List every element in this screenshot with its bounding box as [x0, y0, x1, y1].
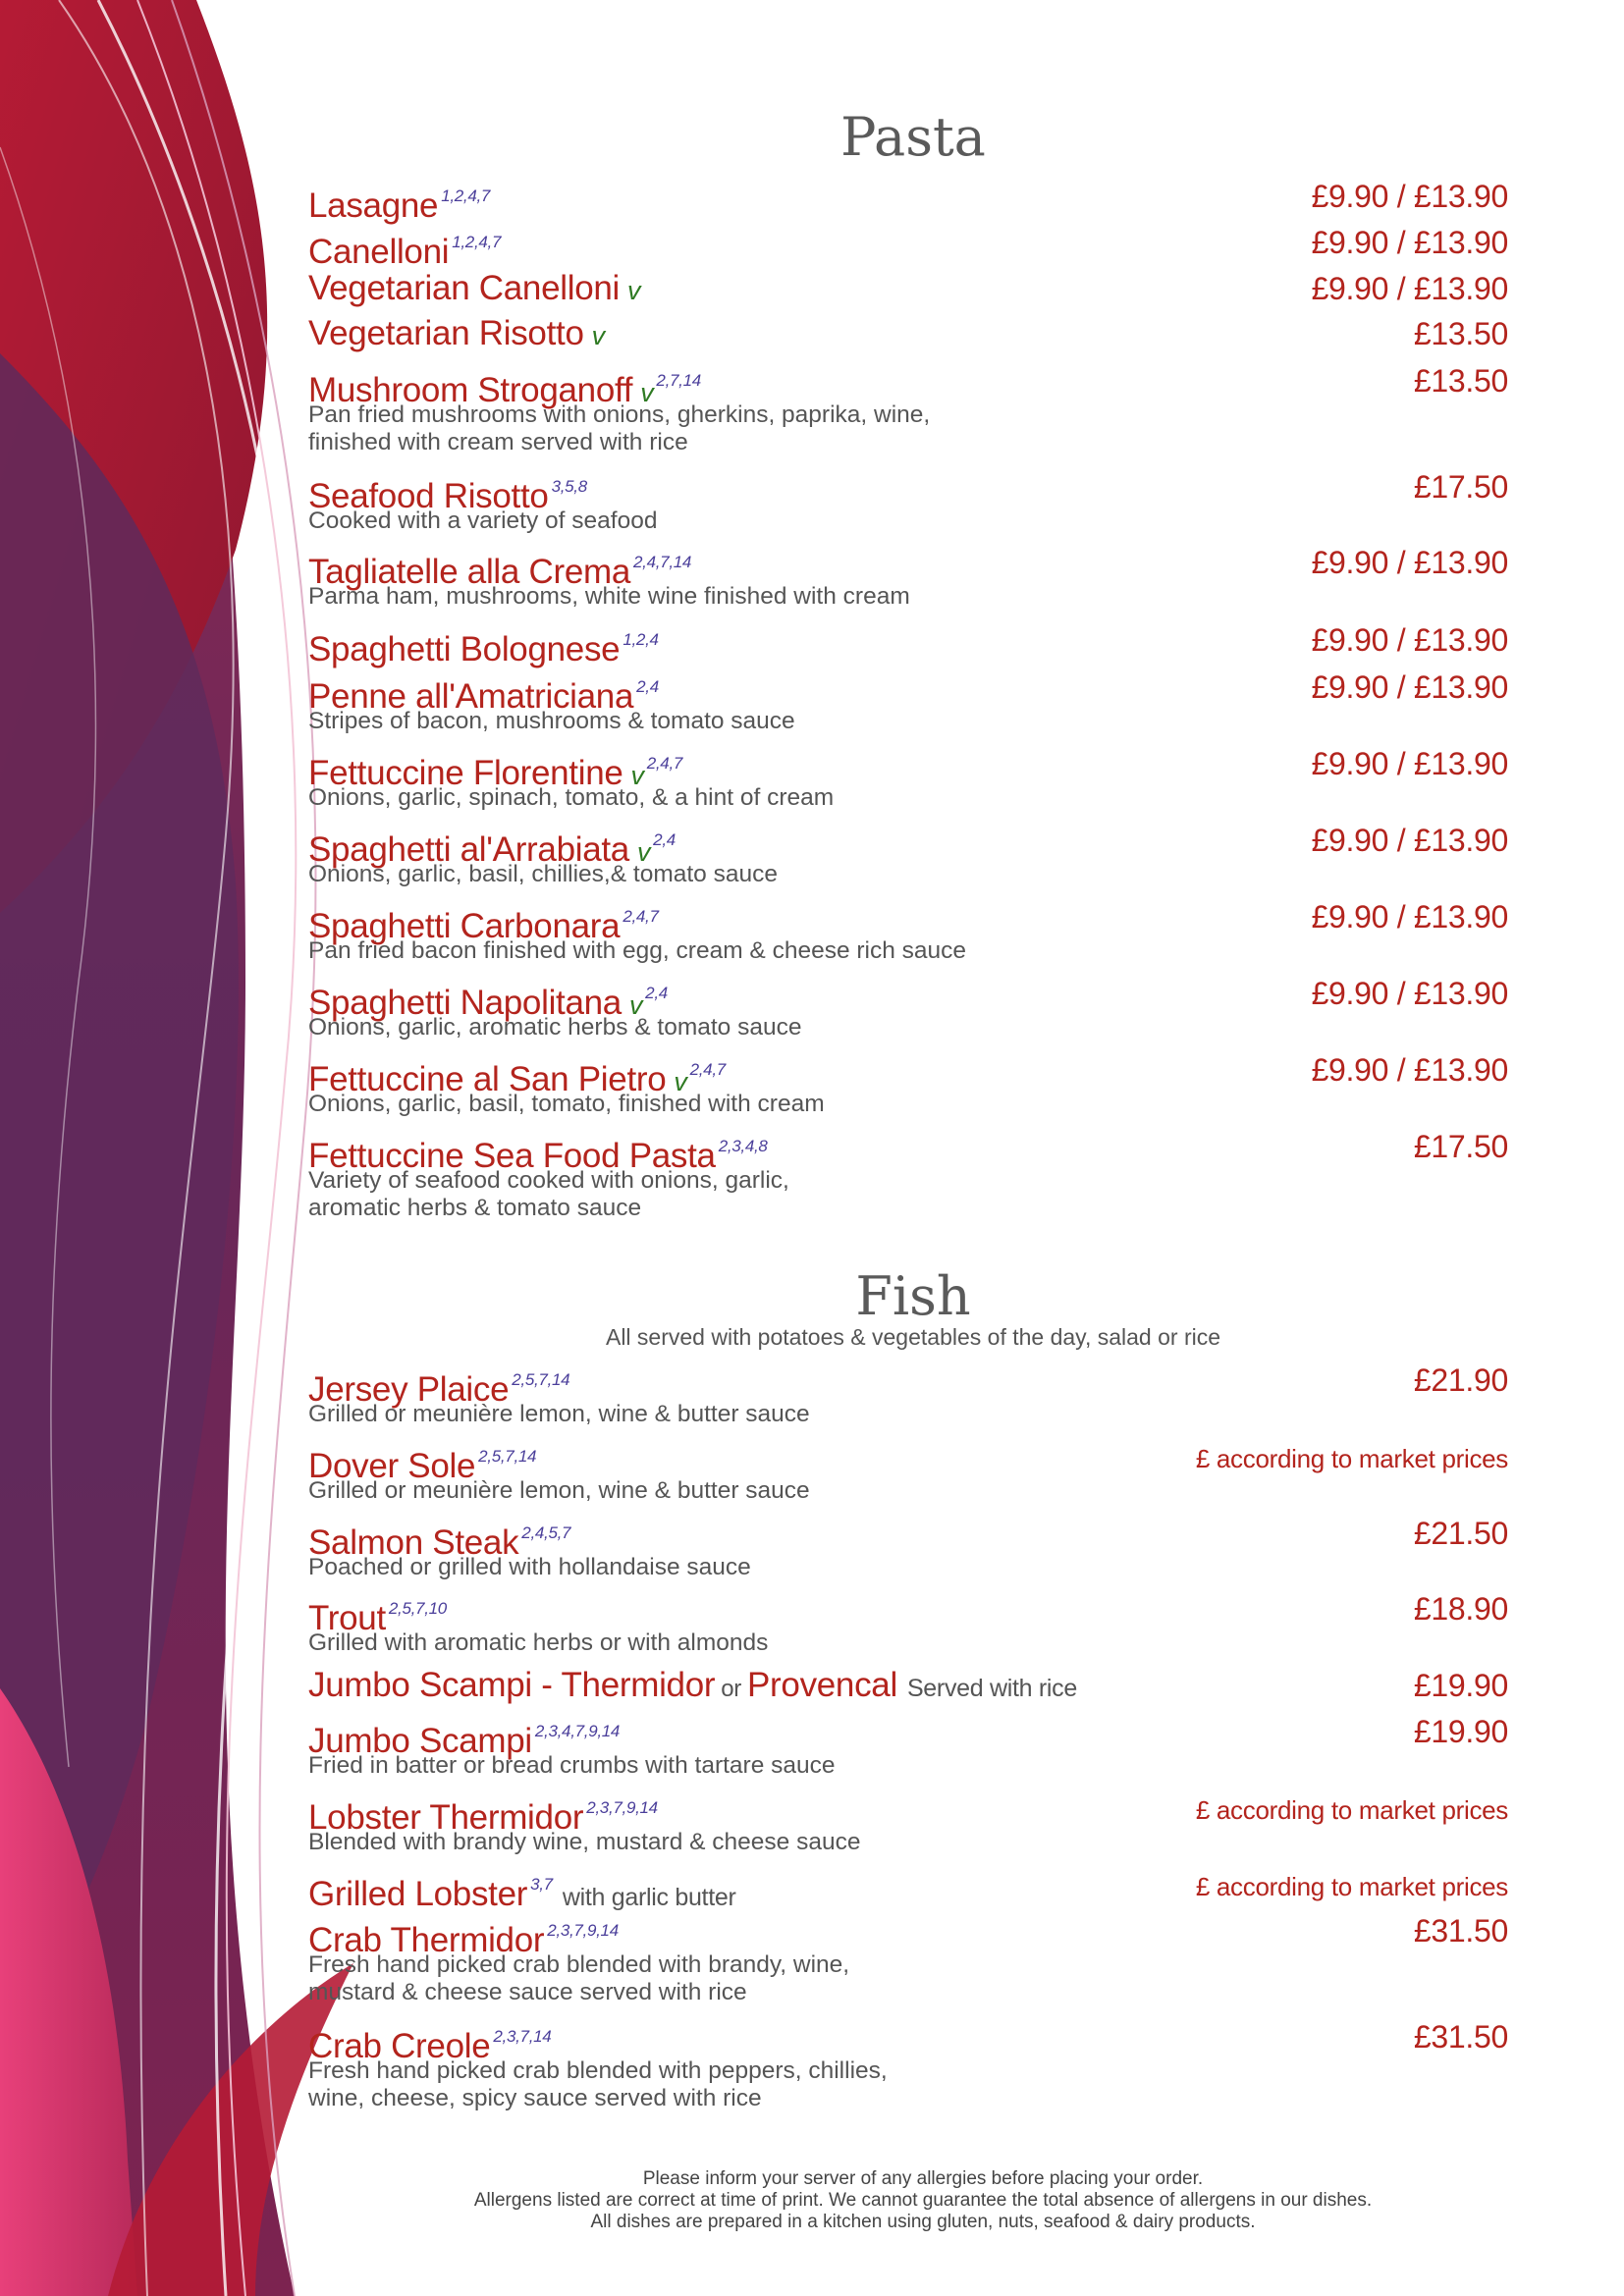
menu-item	[308, 819, 1508, 889]
allergen-codes: 2,3,4,7,9,14	[534, 1722, 621, 1740]
allergen-codes: 2,5,7,14	[512, 1370, 570, 1389]
allergen-codes: 1,2,4,7	[441, 187, 491, 205]
allergen-codes: 2,5,7,14	[478, 1447, 537, 1466]
menu-item-price: £9.90 / £13.90	[1311, 669, 1508, 705]
menu-item-inline-note: Served with rice	[906, 1675, 1077, 1702]
menu-item	[308, 541, 1508, 612]
menu-item-price: £9.90 / £13.90	[1311, 622, 1508, 658]
menu-item-heading	[308, 1587, 1508, 1640]
menu-item-price: £ according to market prices	[1195, 1872, 1508, 1901]
menu-item-price: £13.50	[1413, 316, 1508, 351]
menu-item-name-alt: Provencal	[747, 1666, 897, 1704]
vegetarian-marker: v	[628, 990, 643, 1020]
menu-item-description: Grilled or meunière lemon, wine & butter sauce	[308, 1401, 810, 1427]
footer-line: All dishes are prepared in a kitchen using gluten, nuts, seafood & dairy products.	[590, 2212, 1256, 2232]
vegetarian-marker: v	[630, 761, 644, 790]
menu-item-row	[308, 221, 1508, 271]
allergen-codes: 2,4,7	[623, 907, 659, 926]
menu-item-heading	[308, 1664, 1508, 1711]
menu-item-description: Onions, garlic, basil, tomato, finished with cream	[308, 1091, 825, 1117]
menu-item-row	[308, 1048, 1508, 1098]
menu-item	[308, 1048, 1508, 1119]
menu-item-name: Mushroom Stroganoff	[308, 371, 633, 409]
footer-line: Allergens listed are correct at time of print. We cannot guarantee the total absence of allergens in our dishes.	[473, 2190, 1373, 2211]
menu-item	[308, 618, 1508, 668]
menu-item-price: £31.50	[1413, 1913, 1508, 1949]
menu-item-name: Lasagne	[308, 187, 439, 225]
vegetarian-marker: v	[627, 276, 641, 305]
menu-item-row	[308, 465, 1508, 515]
menu-item	[308, 895, 1508, 966]
allergen-codes: 2,5,7,10	[388, 1599, 447, 1618]
vegetarian-marker: v	[636, 837, 651, 867]
menu-item	[308, 359, 1508, 457]
menu-item	[308, 221, 1508, 271]
menu-item-row	[308, 1863, 1508, 1913]
menu-item-row	[308, 1664, 1508, 1707]
menu-item-name: Jumbo Scampi	[308, 1722, 532, 1760]
allergen-codes: 2,3,7,9,14	[547, 1921, 619, 1940]
allergen-codes: 2,4,5,7	[521, 1523, 571, 1542]
menu-item-description: Grilled with aromatic herbs or with almonds	[308, 1629, 769, 1656]
menu-item-price: £31.50	[1413, 2019, 1508, 2055]
menu-item-price: £9.90 / £13.90	[1311, 976, 1508, 1011]
footer-line: Please inform your server of any allergies before placing your order.	[642, 2168, 1204, 2189]
menu-item-row	[308, 1125, 1508, 1175]
menu-item-price: £17.50	[1413, 469, 1508, 505]
vegetarian-marker: v	[591, 321, 605, 350]
menu-item-name: Spaghetti al'Arrabiata	[308, 830, 629, 869]
allergen-codes: 2,4	[636, 677, 659, 696]
menu-item-row	[308, 819, 1508, 869]
allergen-codes: 2,3,4,8	[718, 1137, 768, 1155]
menu-item-name: Seafood Risotto	[308, 477, 549, 515]
menu-item-heading	[308, 1710, 1508, 1763]
menu-item-name: Jumbo Scampi - Thermidor	[308, 1666, 716, 1704]
menu-item-description: Onions, garlic, basil, chillies,& tomato sauce	[308, 861, 778, 887]
menu-item-row	[308, 2015, 1508, 2065]
vegetarian-marker: v	[640, 378, 654, 407]
allergen-codes: 3,5,8	[551, 477, 587, 496]
menu-item-row	[308, 541, 1508, 591]
menu-item-heading	[308, 1359, 1508, 1412]
menu-item-name: Fettuccine Sea Food Pasta	[308, 1137, 716, 1175]
menu-item-name: Canelloni	[308, 233, 450, 271]
menu-item	[308, 972, 1508, 1042]
menu-item-price: £17.50	[1413, 1129, 1508, 1164]
menu-item-price: £9.90 / £13.90	[1311, 225, 1508, 260]
menu-item-row	[308, 1909, 1508, 1959]
menu-item-description: Variety of seafood cooked with onions, garlic,	[308, 1167, 789, 1194]
menu-item	[308, 1125, 1508, 1223]
menu-item-heading	[308, 1909, 1508, 1962]
section-title-pasta: Pasta	[840, 106, 986, 168]
menu-item-name: Grilled Lobster	[308, 1875, 528, 1913]
menu-item	[308, 1710, 1508, 1781]
allergen-codes: 2,4,7	[689, 1060, 726, 1079]
menu-item-description: Fresh hand picked crab blended with brandy, wine,	[308, 1951, 850, 1978]
menu-item-heading	[308, 312, 1508, 357]
allergen-codes: 3,7	[530, 1875, 553, 1894]
menu-item-name: Fettuccine al San Pietro	[308, 1060, 667, 1098]
menu-item-name: Spaghetti Napolitana	[308, 984, 622, 1022]
allergen-codes: 2,4	[645, 984, 668, 1002]
menu-item-price: £21.90	[1413, 1362, 1508, 1398]
menu-item-row	[308, 972, 1508, 1022]
allergen-codes: 1,2,4,7	[452, 233, 502, 251]
menu-item-heading	[308, 465, 1508, 518]
menu-item-heading	[308, 359, 1508, 414]
vegetarian-marker: v	[674, 1067, 687, 1096]
menu-item-row	[308, 359, 1508, 409]
menu-item-description: wine, cheese, spicy sauce served with rice	[308, 2085, 762, 2111]
menu-item-price: £19.90	[1413, 1714, 1508, 1749]
menu-item-price: £ according to market prices	[1195, 1795, 1508, 1825]
allergen-codes: 2,4,7	[646, 754, 683, 773]
menu-item-inline-note: with garlic butter	[562, 1884, 736, 1911]
menu-item-row	[308, 618, 1508, 668]
menu-item-price: £9.90 / £13.90	[1311, 179, 1508, 214]
menu-item	[308, 1587, 1508, 1658]
menu-item	[308, 2015, 1508, 2113]
allergy-footer	[334, 2168, 1512, 2233]
menu-item-name: Tagliatelle alla Crema	[308, 553, 631, 591]
menu-item-description: Onions, garlic, aromatic herbs & tomato sauce	[308, 1014, 802, 1041]
menu-item-price: £21.50	[1413, 1516, 1508, 1551]
menu-item-description: Poached or grilled with hollandaise sauce	[308, 1554, 751, 1580]
menu-item-description: Blended with brandy wine, mustard & cheese sauce	[308, 1829, 861, 1855]
menu-item	[308, 742, 1508, 813]
menu-item	[308, 1512, 1508, 1582]
menu-item-row	[308, 1710, 1508, 1760]
menu-item-name: Vegetarian Canelloni	[308, 269, 621, 307]
menu-item-price: £9.90 / £13.90	[1311, 271, 1508, 306]
menu-item-name: Dover Sole	[308, 1447, 476, 1485]
menu-item-description: Parma ham, mushrooms, white wine finished with cream	[308, 583, 910, 610]
menu-item	[308, 1909, 1508, 2007]
menu-item-price: £19.90	[1413, 1668, 1508, 1703]
menu-item-row	[308, 666, 1508, 716]
menu-item-name: Vegetarian Risotto	[308, 314, 584, 352]
menu-item-price: £ according to market prices	[1195, 1444, 1508, 1473]
section-title-fish: Fish	[855, 1265, 971, 1327]
allergen-codes: 2,3,7,14	[493, 2027, 552, 2046]
menu-item-price: £9.90 / £13.90	[1311, 545, 1508, 580]
menu-item	[308, 1359, 1508, 1429]
menu-item-name: Crab Creole	[308, 2027, 491, 2065]
menu-item-price: £9.90 / £13.90	[1311, 899, 1508, 934]
menu-item-row	[308, 1435, 1508, 1485]
menu-item-row	[308, 742, 1508, 792]
menu-item	[308, 175, 1508, 225]
menu-item-description: Pan fried mushrooms with onions, gherkins, paprika, wine,	[308, 401, 931, 428]
menu-item-price: £13.50	[1413, 363, 1508, 399]
menu-item	[308, 666, 1508, 736]
menu-item-heading	[308, 1125, 1508, 1178]
menu-item-description: Fresh hand picked crab blended with peppers, chillies,	[308, 2057, 888, 2084]
menu-item-description: Pan fried bacon finished with egg, cream & cheese rich sauce	[308, 937, 967, 964]
allergen-codes: 2,4	[653, 830, 676, 849]
menu-item-description: Grilled or meunière lemon, wine & butter sauce	[308, 1477, 810, 1504]
menu-item-price: £9.90 / £13.90	[1311, 823, 1508, 858]
menu-item	[308, 1435, 1508, 1506]
menu-item	[308, 1863, 1508, 1913]
menu-item-row	[308, 267, 1508, 310]
allergen-codes: 2,7,14	[656, 371, 701, 390]
menu-item-row	[308, 1359, 1508, 1409]
menu-item-description: Stripes of bacon, mushrooms & tomato sauce	[308, 708, 795, 734]
menu-item-name: Crab Thermidor	[308, 1921, 545, 1959]
menu-item-heading	[308, 1512, 1508, 1565]
menu-item-row	[308, 312, 1508, 355]
menu-item	[308, 1664, 1508, 1707]
menu-item-description: Fried in batter or bread crumbs with tartare sauce	[308, 1752, 836, 1779]
menu-item-name: Lobster Thermidor	[308, 1798, 584, 1837]
menu-item-name: Trout	[308, 1599, 386, 1637]
menu-item-row	[308, 1587, 1508, 1637]
menu-item-description: Onions, garlic, spinach, tomato, & a hint of cream	[308, 784, 835, 811]
menu-item-price: £9.90 / £13.90	[1311, 1052, 1508, 1088]
menu-item-price: £9.90 / £13.90	[1311, 746, 1508, 781]
menu-item-name: Jersey Plaice	[308, 1370, 510, 1409]
menu-item-row	[308, 895, 1508, 945]
menu-item-price: £18.90	[1413, 1591, 1508, 1627]
fish-note: All served with potatoes & vegetables of the day, salad or rice	[605, 1324, 1221, 1350]
menu-item-row	[308, 1512, 1508, 1562]
menu-item-heading	[308, 2015, 1508, 2068]
menu-item	[308, 465, 1508, 536]
menu-item-name: Spaghetti Bolognese	[308, 630, 621, 668]
allergen-codes: 2,3,7,9,14	[586, 1798, 658, 1817]
menu-item-description: Cooked with a variety of seafood	[308, 507, 658, 534]
menu-item	[308, 312, 1508, 355]
menu-item-separator: or	[721, 1676, 741, 1702]
allergen-codes: 1,2,4	[623, 630, 659, 649]
menu-item	[308, 267, 1508, 310]
menu-item-description: finished with cream served with rice	[308, 429, 688, 455]
menu-item-name: Penne all'Amatriciana	[308, 677, 634, 716]
menu-item-name: Salmon Steak	[308, 1523, 519, 1562]
menu-item-row	[308, 1787, 1508, 1837]
menu-item-name: Fettuccine Florentine	[308, 754, 623, 792]
menu-item-description: aromatic herbs & tomato sauce	[308, 1195, 642, 1221]
allergen-codes: 2,4,7,14	[633, 553, 692, 571]
menu-item-description: mustard & cheese sauce served with rice	[308, 1979, 747, 2005]
menu-item-name: Spaghetti Carbonara	[308, 907, 621, 945]
menu-item-row	[308, 175, 1508, 225]
menu-item	[308, 1787, 1508, 1857]
